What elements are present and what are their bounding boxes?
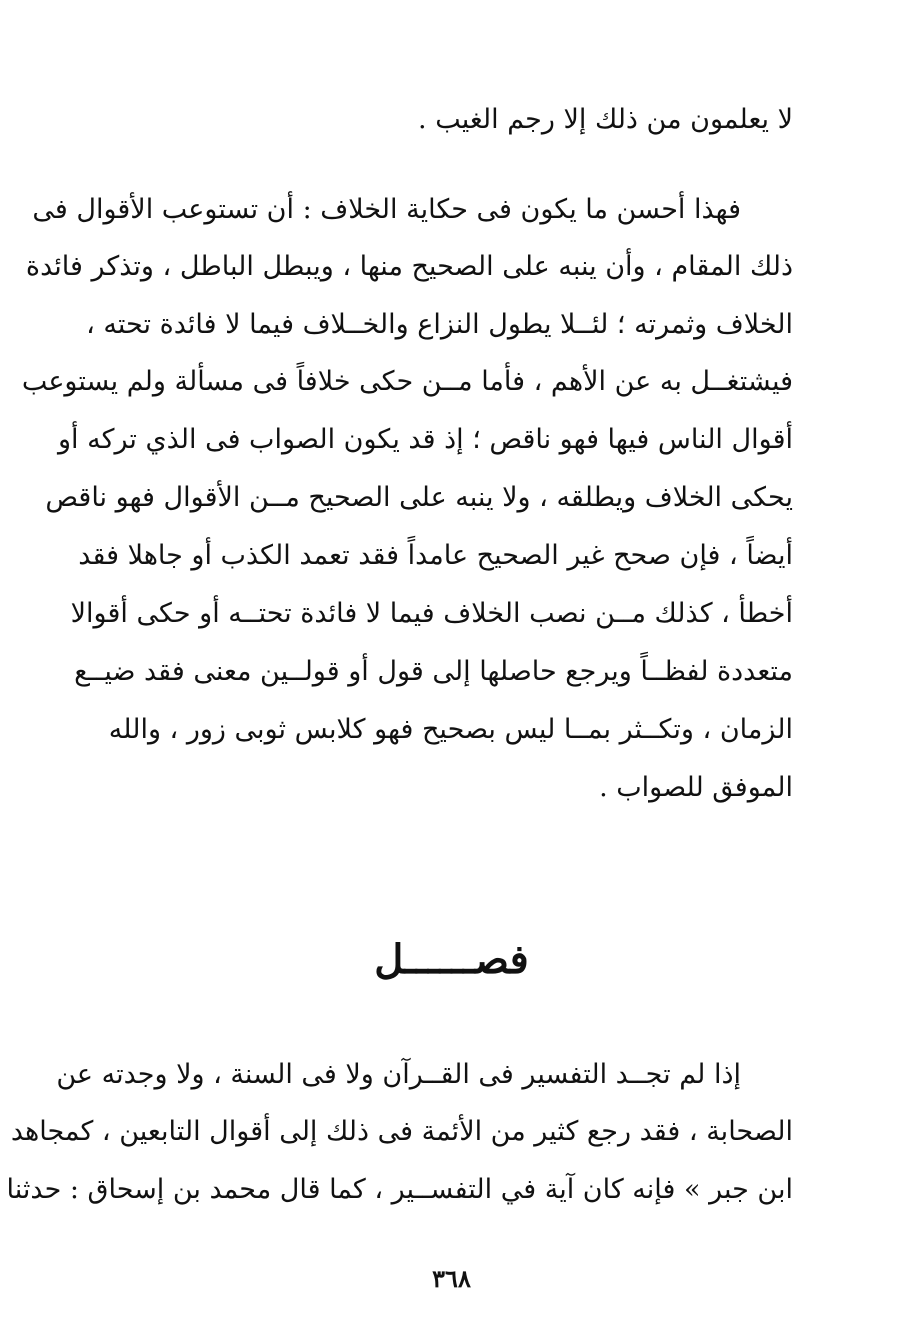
text-line: ذلك المقام ، وأن ينبه على الصحيح منها ، ويبطل الباطل ، وتذكر فائدة [25, 251, 793, 282]
text-line: فهذا أحسن ما يكون فى حكاية الخلاف : أن تستوعب الأقوال فى [32, 194, 741, 225]
text-line: ابن جبر » فإنه كان آية في التفســير ، كما قال محمد بن إسحاق : حدثنا [6, 1174, 793, 1205]
text-line: إذا لم تجــد التفسير فى القــرآن ولا فى السنة ، ولا وجدته عن [56, 1059, 741, 1090]
text-line: أقوال الناس فيها فهو ناقص ؛ إذ قد يكون الصواب فى الذي تركه أو [58, 424, 793, 455]
page-number: ٣٦٨ [432, 1264, 471, 1293]
text-line: الزمان ، وتكــثر بمــا ليس بصحيح فهو كلابس ثوبى زور ، والله [108, 714, 793, 745]
text-line: الصحابة ، فقد رجع كثير من الأئمة فى ذلك إلى أقوال التابعين ، كمجاهد [10, 1116, 793, 1147]
section-heading: فصــــــل [374, 936, 529, 983]
text-line: أيضاً ، فإن صحح غير الصحيح عامداً فقد تعمد الكذب أو جاهلا فقد [78, 540, 793, 571]
text-line: متعددة لفظــاً ويرجع حاصلها إلى قول أو قولــين معنى فقد ضيــع [74, 656, 793, 687]
text-line: فيشتغــل به عن الأهم ، فأما مــن حكى خلافاً فى مسألة ولم يستوعب [21, 366, 793, 397]
text-line: الخلاف وثمرته ؛ لئــلا يطول النزاع والخــلاف فيما لا فائدة تحته ، [86, 309, 793, 340]
text-line: أخطأ ، كذلك مــن نصب الخلاف فيما لا فائدة تحتــه أو حكى أقوالا [70, 598, 793, 629]
text-line: يحكى الخلاف ويطلقه ، ولا ينبه على الصحيح مــن الأقوال فهو ناقص [45, 482, 793, 513]
text-line: لا يعلمون من ذلك إلا رجم الغيب . [418, 104, 793, 135]
text-line: الموفق للصواب . [599, 772, 793, 803]
